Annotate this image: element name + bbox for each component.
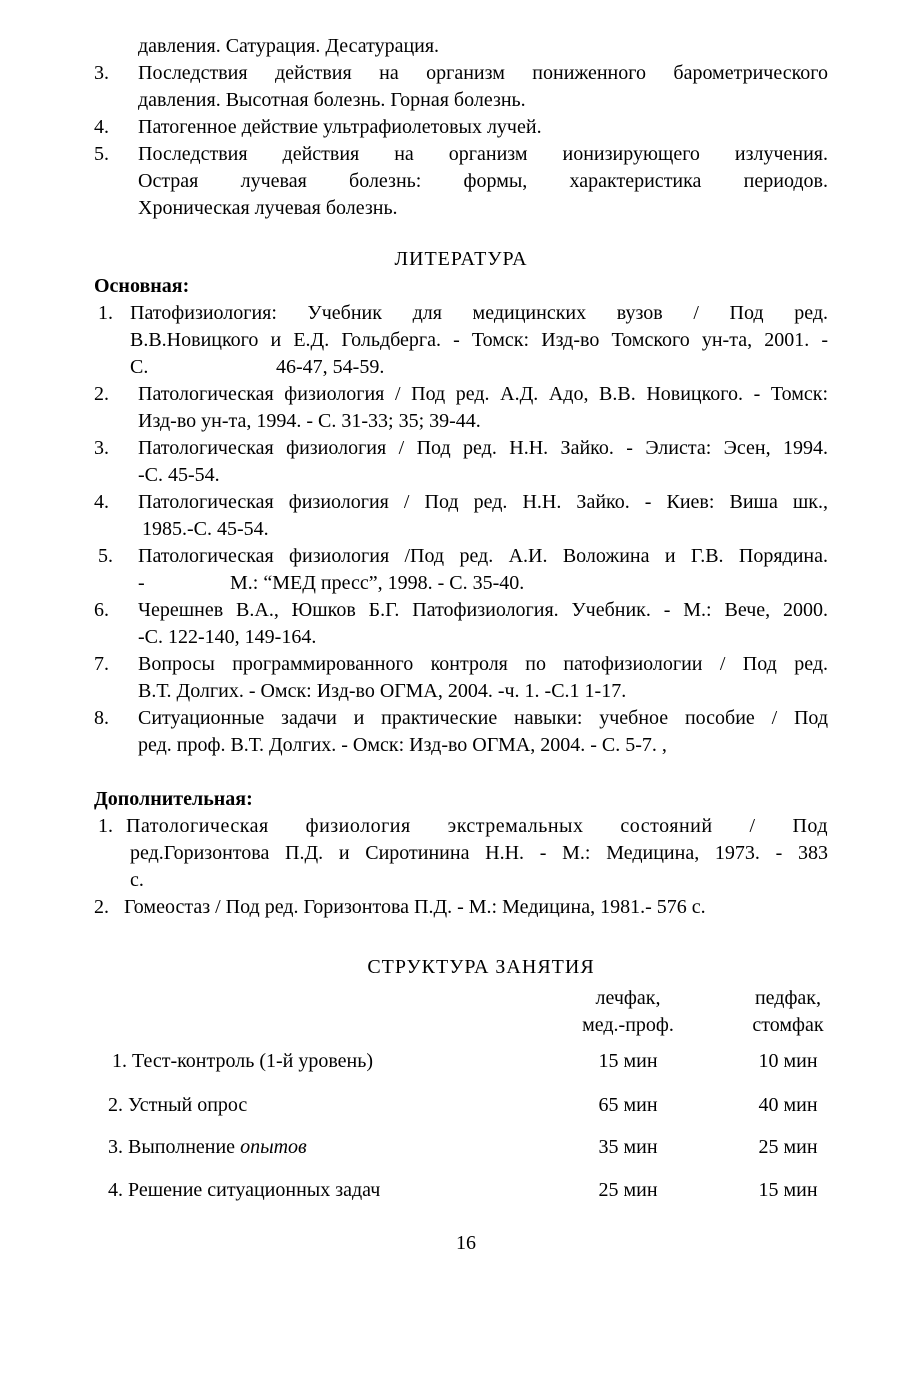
page-number: 16 bbox=[456, 1232, 476, 1254]
reference-line: М.: “МЕД пресс”, 1998. - С. 35-40. bbox=[230, 572, 525, 594]
structure-row-label: 1. Тест-контроль (1-й уровень) bbox=[112, 1050, 374, 1072]
reference-line: с. bbox=[130, 869, 144, 891]
reference-line: Ситуационные задачи и практические навыки: учебное пособие / Под bbox=[138, 707, 828, 729]
reference-number: 4. bbox=[94, 491, 109, 513]
topic-text-line: Последствия действия на организм ионизирующего излучения. bbox=[138, 143, 828, 165]
reference-line: Патологическая физиология экстремальных состояний / Под bbox=[126, 815, 828, 837]
reference-line: Патофизиология: Учебник для медицинских вузов / Под ред. bbox=[130, 302, 828, 324]
topic-number: 5. bbox=[94, 143, 109, 165]
topic-number: 4. bbox=[94, 116, 109, 138]
structure-row-value: 35 мин bbox=[598, 1136, 658, 1158]
structure-row-label-italic: опытов bbox=[240, 1136, 307, 1158]
structure-row-label-text: 3. Выполнение bbox=[108, 1136, 241, 1158]
column-header-line: педфак, bbox=[754, 987, 822, 1009]
reference-line: Вопросы программированного контроля по патофизиологии / Под ред. bbox=[138, 653, 828, 675]
reference-line: Изд-во ун-та, 1994. - С. 31-33; 35; 39-44. bbox=[138, 410, 481, 432]
reference-line: Гомеостаз / Под ред. Горизонтова П.Д. - М.: Медицина, 1981.- 576 с. bbox=[124, 896, 706, 918]
reference-line: ред.Горизонтова П.Д. и Сиротинина Н.Н. - М.: Медицина, 1973. - 383 bbox=[130, 842, 828, 864]
extra-literature-label: Дополнительная: bbox=[94, 788, 253, 810]
reference-line: Патологическая физиология /Под ред. А.И. Воложина и Г.В. Порядина. bbox=[138, 545, 828, 567]
reference-number: 2. bbox=[94, 383, 109, 405]
reference-line: -С. 122-140, 149-164. bbox=[138, 626, 317, 648]
reference-line: ред. проф. В.Т. Долгих. - Омск: Изд-во ОГМА, 2004. - С. 5-7. , bbox=[138, 734, 667, 756]
topic-text-line: Последствия действия на организм пониженного барометрического bbox=[138, 62, 828, 84]
topic-text-line: Патогенное действие ультрафиолетовых лучей. bbox=[138, 116, 542, 138]
structure-row-value: 25 мин bbox=[758, 1136, 818, 1158]
reference-number: 6. bbox=[94, 599, 109, 621]
reference-line: Патологическая физиология / Под ред. Н.Н. Зайко. - Киев: Виша шк., bbox=[138, 491, 828, 513]
reference-line: - bbox=[138, 572, 145, 594]
topic-text-line: Хроническая лучевая болезнь. bbox=[138, 197, 398, 219]
topic-text-line: Острая лучевая болезнь: формы, характеристика периодов. bbox=[138, 170, 828, 192]
reference-number: 8. bbox=[94, 707, 109, 729]
structure-row-value: 25 мин bbox=[598, 1179, 658, 1201]
reference-number: 7. bbox=[94, 653, 109, 675]
reference-number: 2. bbox=[94, 896, 109, 918]
main-literature-label: Основная: bbox=[94, 275, 190, 297]
reference-line: В.Т. Долгих. - Омск: Изд-во ОГМА, 2004. -ч. 1. -С.1 1-17. bbox=[138, 680, 627, 702]
structure-row-value: 40 мин bbox=[758, 1094, 818, 1116]
structure-row-value: 10 мин bbox=[758, 1050, 818, 1072]
reference-line: 1985.-С. 45-54. bbox=[142, 518, 269, 540]
reference-line: Черешнев В.А., Юшков Б.Г. Патофизиология. Учебник. - М.: Вече, 2000. bbox=[138, 599, 828, 621]
topic-text-line: давления. Высотная болезнь. Горная болезнь. bbox=[138, 89, 526, 111]
reference-number: 1. bbox=[98, 302, 113, 324]
column-header-line: стомфак bbox=[752, 1014, 824, 1036]
column-header-line: лечфак, bbox=[595, 987, 661, 1009]
structure-row-label bbox=[108, 1134, 307, 1161]
reference-line: 46-47, 54-59. bbox=[276, 356, 385, 378]
structure-row-value: 65 мин bbox=[598, 1094, 658, 1116]
reference-line: В.В.Новицкого и Е.Д. Гольдберга. - Томск: Изд-во Томского ун-та, 2001. - bbox=[130, 329, 828, 351]
structure-row-value: 15 мин bbox=[758, 1179, 818, 1201]
structure-row-label: 4. Решение ситуационных задач bbox=[108, 1179, 381, 1201]
structure-heading: СТРУКТУРА ЗАНЯТИЯ bbox=[367, 956, 595, 978]
reference-number: 3. bbox=[94, 437, 109, 459]
literature-heading: ЛИТЕРАТУРА bbox=[394, 248, 528, 270]
structure-row-label: 2. Устный опрос bbox=[108, 1094, 248, 1116]
topic-number: 3. bbox=[94, 62, 109, 84]
structure-row-value: 15 мин bbox=[598, 1050, 658, 1072]
reference-line: -С. 45-54. bbox=[138, 464, 220, 486]
reference-line: Патологическая физиология / Под ред. А.Д. Адо, В.В. Новицкого. - Томск: bbox=[138, 383, 828, 405]
reference-number: 1. bbox=[98, 815, 113, 837]
column-header-line: мед.-проф. bbox=[582, 1014, 674, 1036]
reference-number: 5. bbox=[98, 545, 113, 567]
reference-line: Патологическая физиология / Под ред. Н.Н. Зайко. - Элиста: Эсен, 1994. bbox=[138, 437, 828, 459]
continuation-line: давления. Сатурация. Десатурация. bbox=[138, 35, 440, 57]
reference-line: С. bbox=[130, 356, 149, 378]
